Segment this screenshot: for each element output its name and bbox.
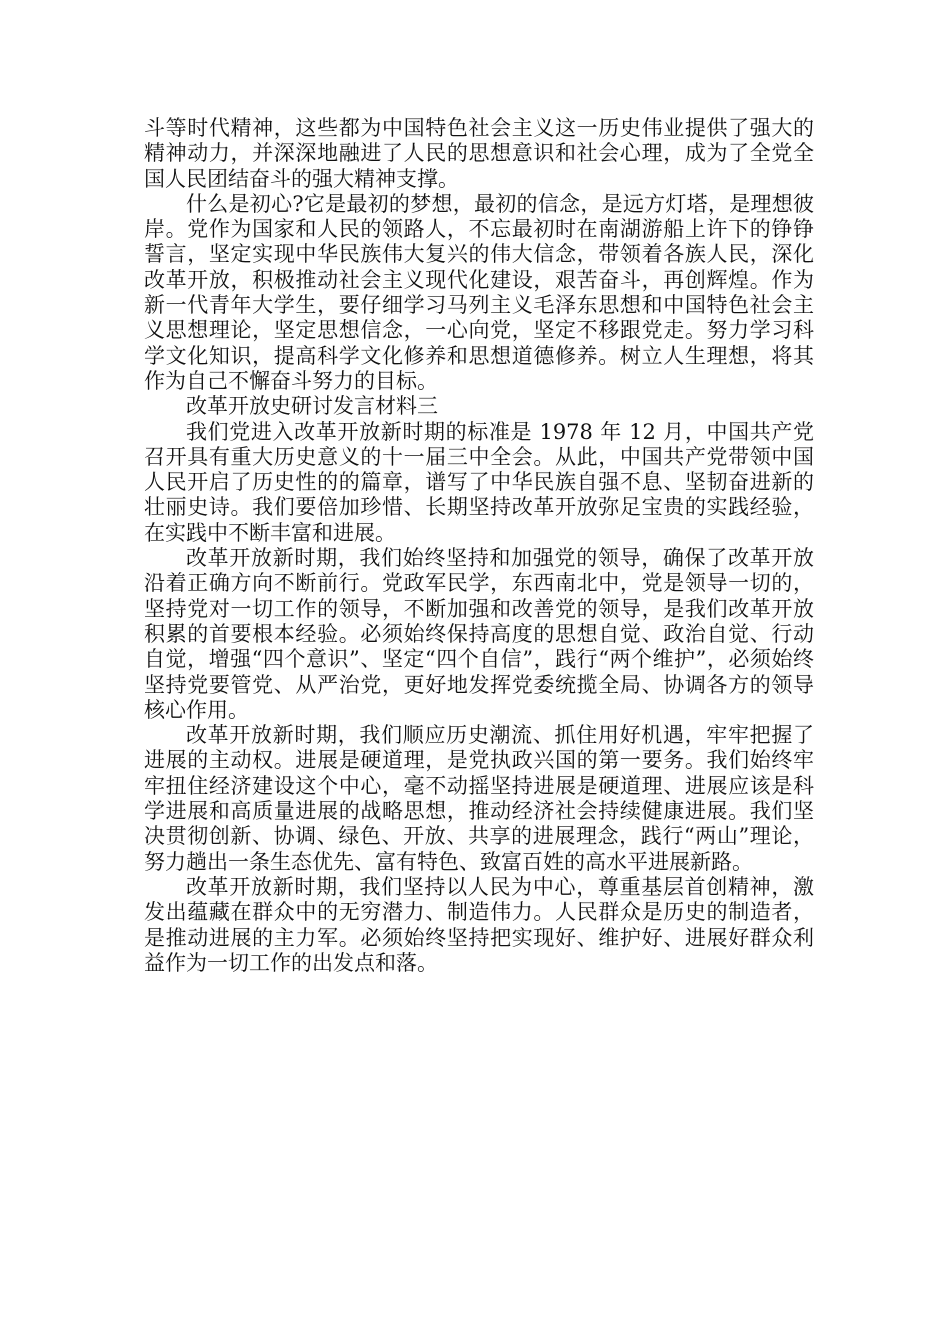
section-heading: 改革开放史研讨发言材料三 bbox=[186, 394, 438, 419]
document-body bbox=[144, 116, 814, 976]
paragraph-continuation: 斗等时代精神，这些都为中国特色社会主义这一历史伟业提供了强大的精神动力，并深深地融进了人民的思想意识和社会心理，成为了全党全国人民团结奋斗的强大精神支撑。 bbox=[144, 116, 814, 191]
paragraph-reform-start: 我们党进入改革开放新时期的标准是 1978 年 12 月，中国共产党召开具有重大历史意义的十一届三中全会。从此，中国共产党带领中国人民开启了历史性的的篇章，谱写了中华民族自强不息、坚韧奋进新的壮丽史诗。我们要倍加珍惜、长期坚持改革开放弥足宝贵的实践经验，在实践中不断丰富和进展。 bbox=[144, 419, 814, 545]
paragraph-party-leadership: 改革开放新时期，我们始终坚持和加强党的领导，确保了改革开放沿着正确方向不断前行。党政军民学，东西南北中，党是领导一切的，坚持党对一切工作的领导，不断加强和改善党的领导，是我们改革开放积累的首要根本经验。必须始终保持高度的思想自觉、政治自觉、行动自觉，增强“四个意识”、坚定“四个自信”，践行“两个维护”，必须始终坚持党要管党、从严治党，更好地发挥党委统揽全局、协调各方的领导核心作用。 bbox=[144, 546, 814, 722]
paragraph-people-centered: 改革开放新时期，我们坚持以人民为中心，尊重基层首创精神，激发出蕴藏在群众中的无穷潜力、制造伟力。人民群众是历史的制造者，是推动进展的主力军。必须始终坚持把实现好、维护好、进展好群众利益作为一切工作的出发点和落。 bbox=[144, 874, 814, 975]
paragraph-development: 改革开放新时期，我们顺应历史潮流、抓住用好机遇，牢牢把握了进展的主动权。进展是硬道理，是党执政兴国的第一要务。我们始终牢牢扭住经济建设这个中心，毫不动摇坚持进展是硬道理、进展应该是科学进展和高质量进展的战略思想，推动经济社会持续健康进展。我们坚决贯彻创新、协调、绿色、开放、共享的进展理念，践行“两山”理论，努力趟出一条生态优先、富有特色、致富百姓的高水平进展新路。 bbox=[144, 723, 814, 874]
paragraph-original-aspiration: 什么是初心?它是最初的梦想，最初的信念，是远方灯塔，是理想彼岸。党作为国家和人民的领路人，不忘最初时在南湖游船上许下的铮铮誓言，坚定实现中华民族伟大复兴的伟大信念，带领着各族人民，深化改革开放，积极推动社会主义现代化建设，艰苦奋斗，再创辉煌。作为新一代青年大学生，要仔细学习马列主义毛泽东思想和中国特色社会主义思想理论，坚定思想信念，一心向党，坚定不移跟党走。努力学习科学文化知识，提高科学文化修养和思想道德修养。树立人生理想，将其作为自己不懈奋斗努力的目标。 bbox=[144, 191, 814, 393]
